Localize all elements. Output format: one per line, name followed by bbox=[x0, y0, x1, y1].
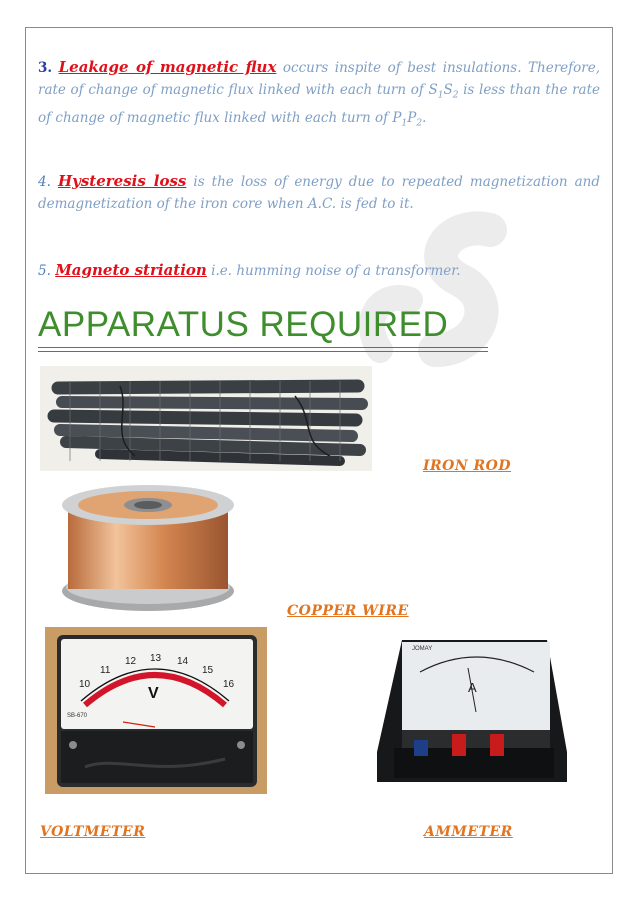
watermark-logo bbox=[340, 200, 580, 380]
subscript: 2 bbox=[452, 90, 459, 101]
point-text: . bbox=[422, 109, 427, 126]
point-text: is less than the rate of change of magnetic flux linked with each turn of P bbox=[38, 82, 600, 126]
point-4 bbox=[38, 170, 600, 215]
voltmeter-tick: 10 bbox=[79, 679, 91, 690]
voltmeter-unit: V bbox=[148, 685, 159, 702]
ammeter-caption: AMMETER bbox=[424, 824, 513, 840]
voltmeter-tick: 16 bbox=[223, 679, 235, 690]
point-number: 5. bbox=[38, 263, 51, 279]
copper-wire-photo bbox=[58, 483, 238, 613]
voltmeter-tick: 13 bbox=[150, 653, 162, 664]
voltmeter-tick: 12 bbox=[125, 656, 137, 667]
iron-rod-photo bbox=[40, 366, 372, 471]
ammeter-brand: JOMAY bbox=[412, 646, 433, 652]
point-5 bbox=[38, 259, 600, 282]
voltmeter-tick: 14 bbox=[177, 656, 189, 667]
voltmeter-caption: VOLTMETER bbox=[40, 824, 146, 840]
point-number: 4. bbox=[38, 174, 51, 190]
point-3 bbox=[38, 56, 600, 134]
point-term: Hysteresis loss bbox=[57, 172, 187, 190]
voltmeter-photo bbox=[45, 627, 267, 794]
copper-wire-caption: COPPER WIRE bbox=[287, 603, 409, 619]
ammeter-unit: A bbox=[468, 680, 477, 695]
point-term: Leakage of magnetic flux bbox=[58, 58, 277, 76]
voltmeter-model: SB-670 bbox=[67, 713, 88, 719]
ammeter-photo bbox=[372, 632, 572, 792]
point-term: Magneto striation bbox=[55, 261, 207, 279]
point-text: S bbox=[443, 82, 453, 98]
point-number: 3. bbox=[38, 60, 53, 76]
point-text: is the loss of energy due to repeated magnetization and demagnetization of the iron core when A.C. is fed to it. bbox=[38, 174, 600, 212]
point-text: i.e. humming noise of a transformer. bbox=[206, 263, 461, 279]
point-text: occurs inspite of best insulations. Therefore, rate of change of magnetic flux linked with each turn of S bbox=[38, 60, 600, 98]
subscript: 2 bbox=[416, 118, 423, 129]
subscript: 1 bbox=[437, 90, 444, 101]
section-heading: APPARATUS REQUIRED bbox=[38, 305, 449, 344]
voltmeter-tick: 15 bbox=[202, 665, 214, 676]
heading-underline bbox=[38, 347, 488, 352]
iron-rod-caption: IRON ROD bbox=[423, 458, 512, 474]
subscript: 1 bbox=[401, 118, 408, 129]
point-text: P bbox=[407, 109, 417, 126]
voltmeter-tick: 11 bbox=[100, 665, 111, 676]
